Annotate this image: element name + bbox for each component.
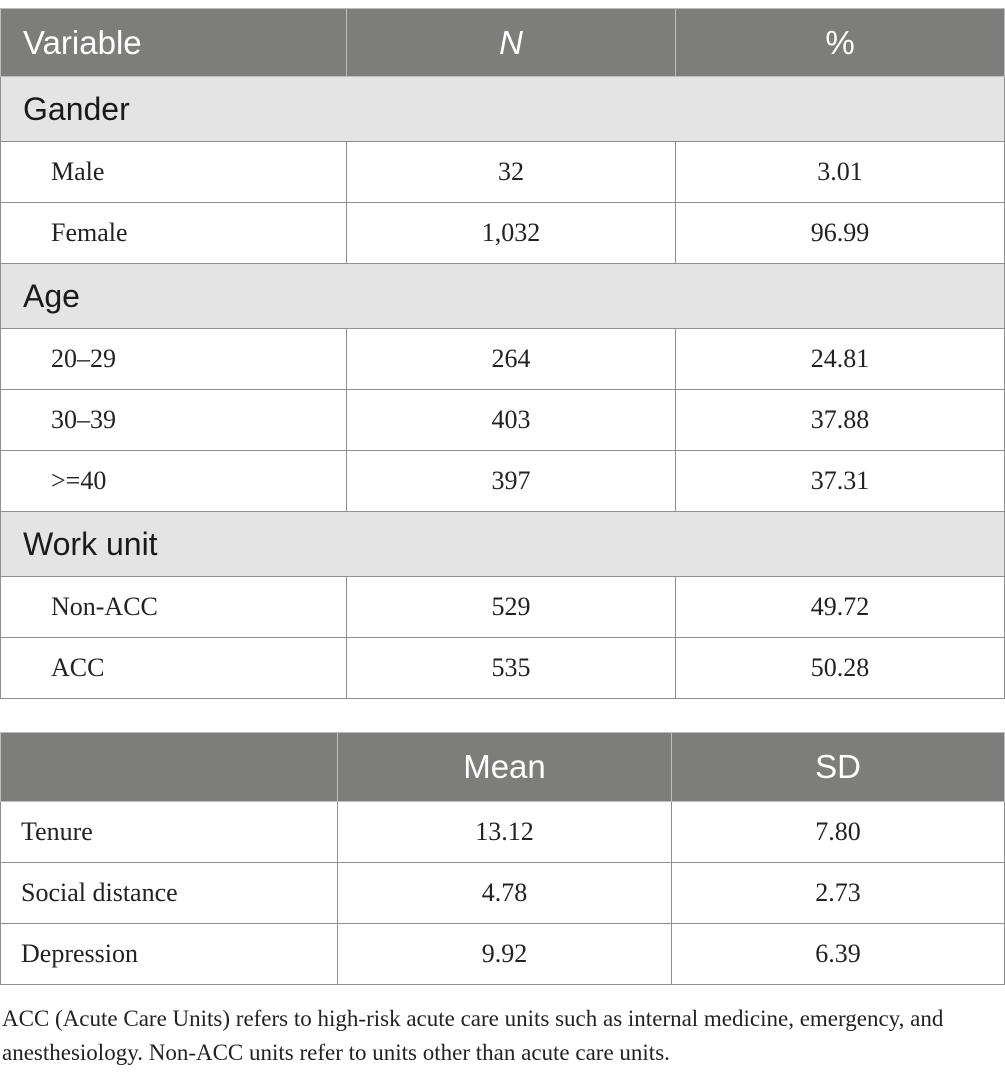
table-row [1, 451, 1005, 512]
row-label: Social distance [1, 863, 338, 924]
row-pct: 50.28 [676, 638, 1005, 699]
row-sd: 7.80 [672, 802, 1005, 863]
header-n: N [347, 9, 676, 77]
table-row [1, 802, 1005, 863]
header-sd: SD [672, 733, 1005, 802]
row-mean: 13.12 [338, 802, 672, 863]
row-n: 535 [347, 638, 676, 699]
row-label: Non-ACC [1, 577, 347, 638]
group-title: Work unit [1, 512, 1005, 577]
row-mean: 4.78 [338, 863, 672, 924]
group-row-work-unit [1, 512, 1005, 577]
row-label: Male [1, 142, 347, 203]
demographics-table [0, 8, 1005, 699]
row-label: 20–29 [1, 329, 347, 390]
table-row [1, 638, 1005, 699]
row-label: >=40 [1, 451, 347, 512]
row-sd: 6.39 [672, 924, 1005, 985]
table-footnote: ACC (Acute Care Units) refers to high-risk acute care units such as internal medicine, emergency, and anesthesiology. Non-ACC units refer to units other than acute care units. [2, 1006, 944, 1065]
row-n: 403 [347, 390, 676, 451]
group-title: Age [1, 264, 1005, 329]
row-n: 1,032 [347, 203, 676, 264]
row-pct: 37.31 [676, 451, 1005, 512]
row-pct: 3.01 [676, 142, 1005, 203]
row-pct: 96.99 [676, 203, 1005, 264]
row-label: ACC [1, 638, 347, 699]
header-empty [1, 733, 338, 802]
row-pct: 37.88 [676, 390, 1005, 451]
row-n: 264 [347, 329, 676, 390]
table-row [1, 390, 1005, 451]
table-row [1, 142, 1005, 203]
group-title: Gander [1, 77, 1005, 142]
group-row-gender [1, 77, 1005, 142]
header-mean: Mean [338, 733, 672, 802]
table-row [1, 863, 1005, 924]
header-percent: % [676, 9, 1005, 77]
table-row [1, 577, 1005, 638]
row-n: 529 [347, 577, 676, 638]
row-label: Tenure [1, 802, 338, 863]
row-sd: 2.73 [672, 863, 1005, 924]
table-header-row [1, 733, 1005, 802]
row-label: Depression [1, 924, 338, 985]
row-n: 32 [347, 142, 676, 203]
header-variable: Variable [1, 9, 347, 77]
row-label: Female [1, 203, 347, 264]
table-row [1, 329, 1005, 390]
table-row [1, 203, 1005, 264]
row-pct: 24.81 [676, 329, 1005, 390]
row-label: 30–39 [1, 390, 347, 451]
summary-stats-table [0, 732, 1005, 985]
table-header-row [1, 9, 1005, 77]
row-mean: 9.92 [338, 924, 672, 985]
group-row-age [1, 264, 1005, 329]
table-row [1, 924, 1005, 985]
row-pct: 49.72 [676, 577, 1005, 638]
row-n: 397 [347, 451, 676, 512]
